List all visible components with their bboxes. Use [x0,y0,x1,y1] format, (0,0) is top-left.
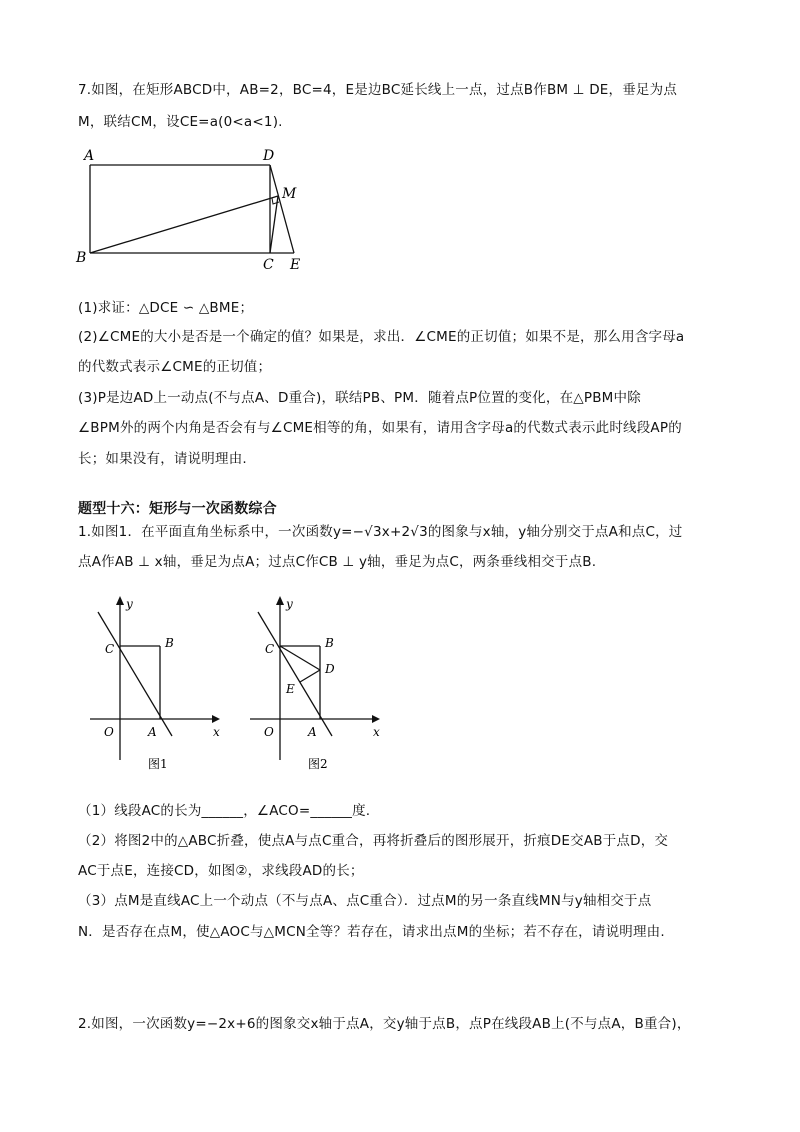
p1-figure-1 [80,590,230,780]
fig1-label-x: x [213,725,220,739]
p1-line2: 点A作AB ⊥ x轴，垂足为点A；过点C作CB ⊥ y轴，垂足为点C，两条垂线相交于点B. [78,554,597,570]
p7-q3a: (3)P是边AD上一动点(不与点A、D重合)，联结PB、PM．随着点P位置的变化，在△PBM中除 [78,390,641,406]
p7-q3c: 长；如果没有，请说明理由. [78,451,247,467]
p7-line1: 7.如图，在矩形ABCD中，AB=2，BC=4，E是边BC延长线上一点，过点B作BM ⊥ DE，垂足为点 [78,82,678,98]
section-title: 题型十六：矩形与一次函数综合 [78,501,277,517]
p1-q3b: N．是否存在点M，使△AOC与△MCN全等？若存在，请求出点M的坐标；若不存在，请说明理由. [78,924,665,940]
p7-label-A: A [84,148,95,164]
fig1-label-O: O [104,725,114,739]
p1-line1: 1.如图1．在平面直角坐标系中，一次函数y=−√3x+2√3的图象与x轴，y轴分别交于点A和点C，过 [78,524,683,540]
p7-q1: (1)求证：△DCE ∽ △BME； [78,300,254,316]
fig2-label-A: A [308,725,317,739]
fig1-label-A: A [148,725,157,739]
fig2-label-D: D [325,662,335,676]
fig1-caption: 图1 [148,757,168,771]
p7-label-M: M [282,186,297,202]
fig2-label-y: y [286,597,293,611]
p1-q2b: AC于点E，连接CD，如图②，求线段AD的长； [78,863,364,879]
fig2-caption: 图2 [308,757,328,771]
p1-q3a: （3）点M是直线AC上一个动点（不与点A、点C重合）．过点M的另一条直线MN与y轴相交于点 [78,893,652,909]
p2-line1: 2.如图，一次函数y=−2x+6的图象交x轴于点A，交y轴于点B，点P在线段AB上(不与点A，B重合)， [78,1016,691,1032]
p7-q2b: 的代数式表示∠CME的正切值； [78,359,272,375]
fig2-label-C: C [265,642,275,656]
p7-q3b: ∠BPM外的两个内角是否会有与∠CME相等的角，如果有，请用含字母a的代数式表示此时线段AP的 [78,420,682,436]
p7-label-B: B [76,250,87,266]
p1-q2a: （2）将图2中的△ABC折叠，使点A与点C重合，再将折叠后的图形展开，折痕DE交AB于点D，交 [78,833,669,849]
p7-label-C: C [263,257,274,273]
fig2-label-B: B [325,636,334,650]
p7-label-D: D [263,148,275,164]
p1-q1: （1）线段AC的长为______，∠ACO=______度. [78,803,371,819]
fig1-label-C: C [105,642,115,656]
p7-label-E: E [290,257,301,273]
p7-line2: M，联结CM，设CE=a(0<a<1). [78,114,283,130]
p1-figure-2 [240,590,390,780]
fig1-label-y: y [126,597,133,611]
p7-q2a: (2)∠CME的大小是否是一个确定的值？如果是，求出．∠CME的正切值；如果不是，那么用含字母a [78,329,685,345]
fig1-label-B: B [165,636,174,650]
fig2-label-x: x [373,725,380,739]
fig2-label-E: E [286,682,295,696]
fig2-label-O: O [264,725,274,739]
p7-figure [70,140,320,275]
